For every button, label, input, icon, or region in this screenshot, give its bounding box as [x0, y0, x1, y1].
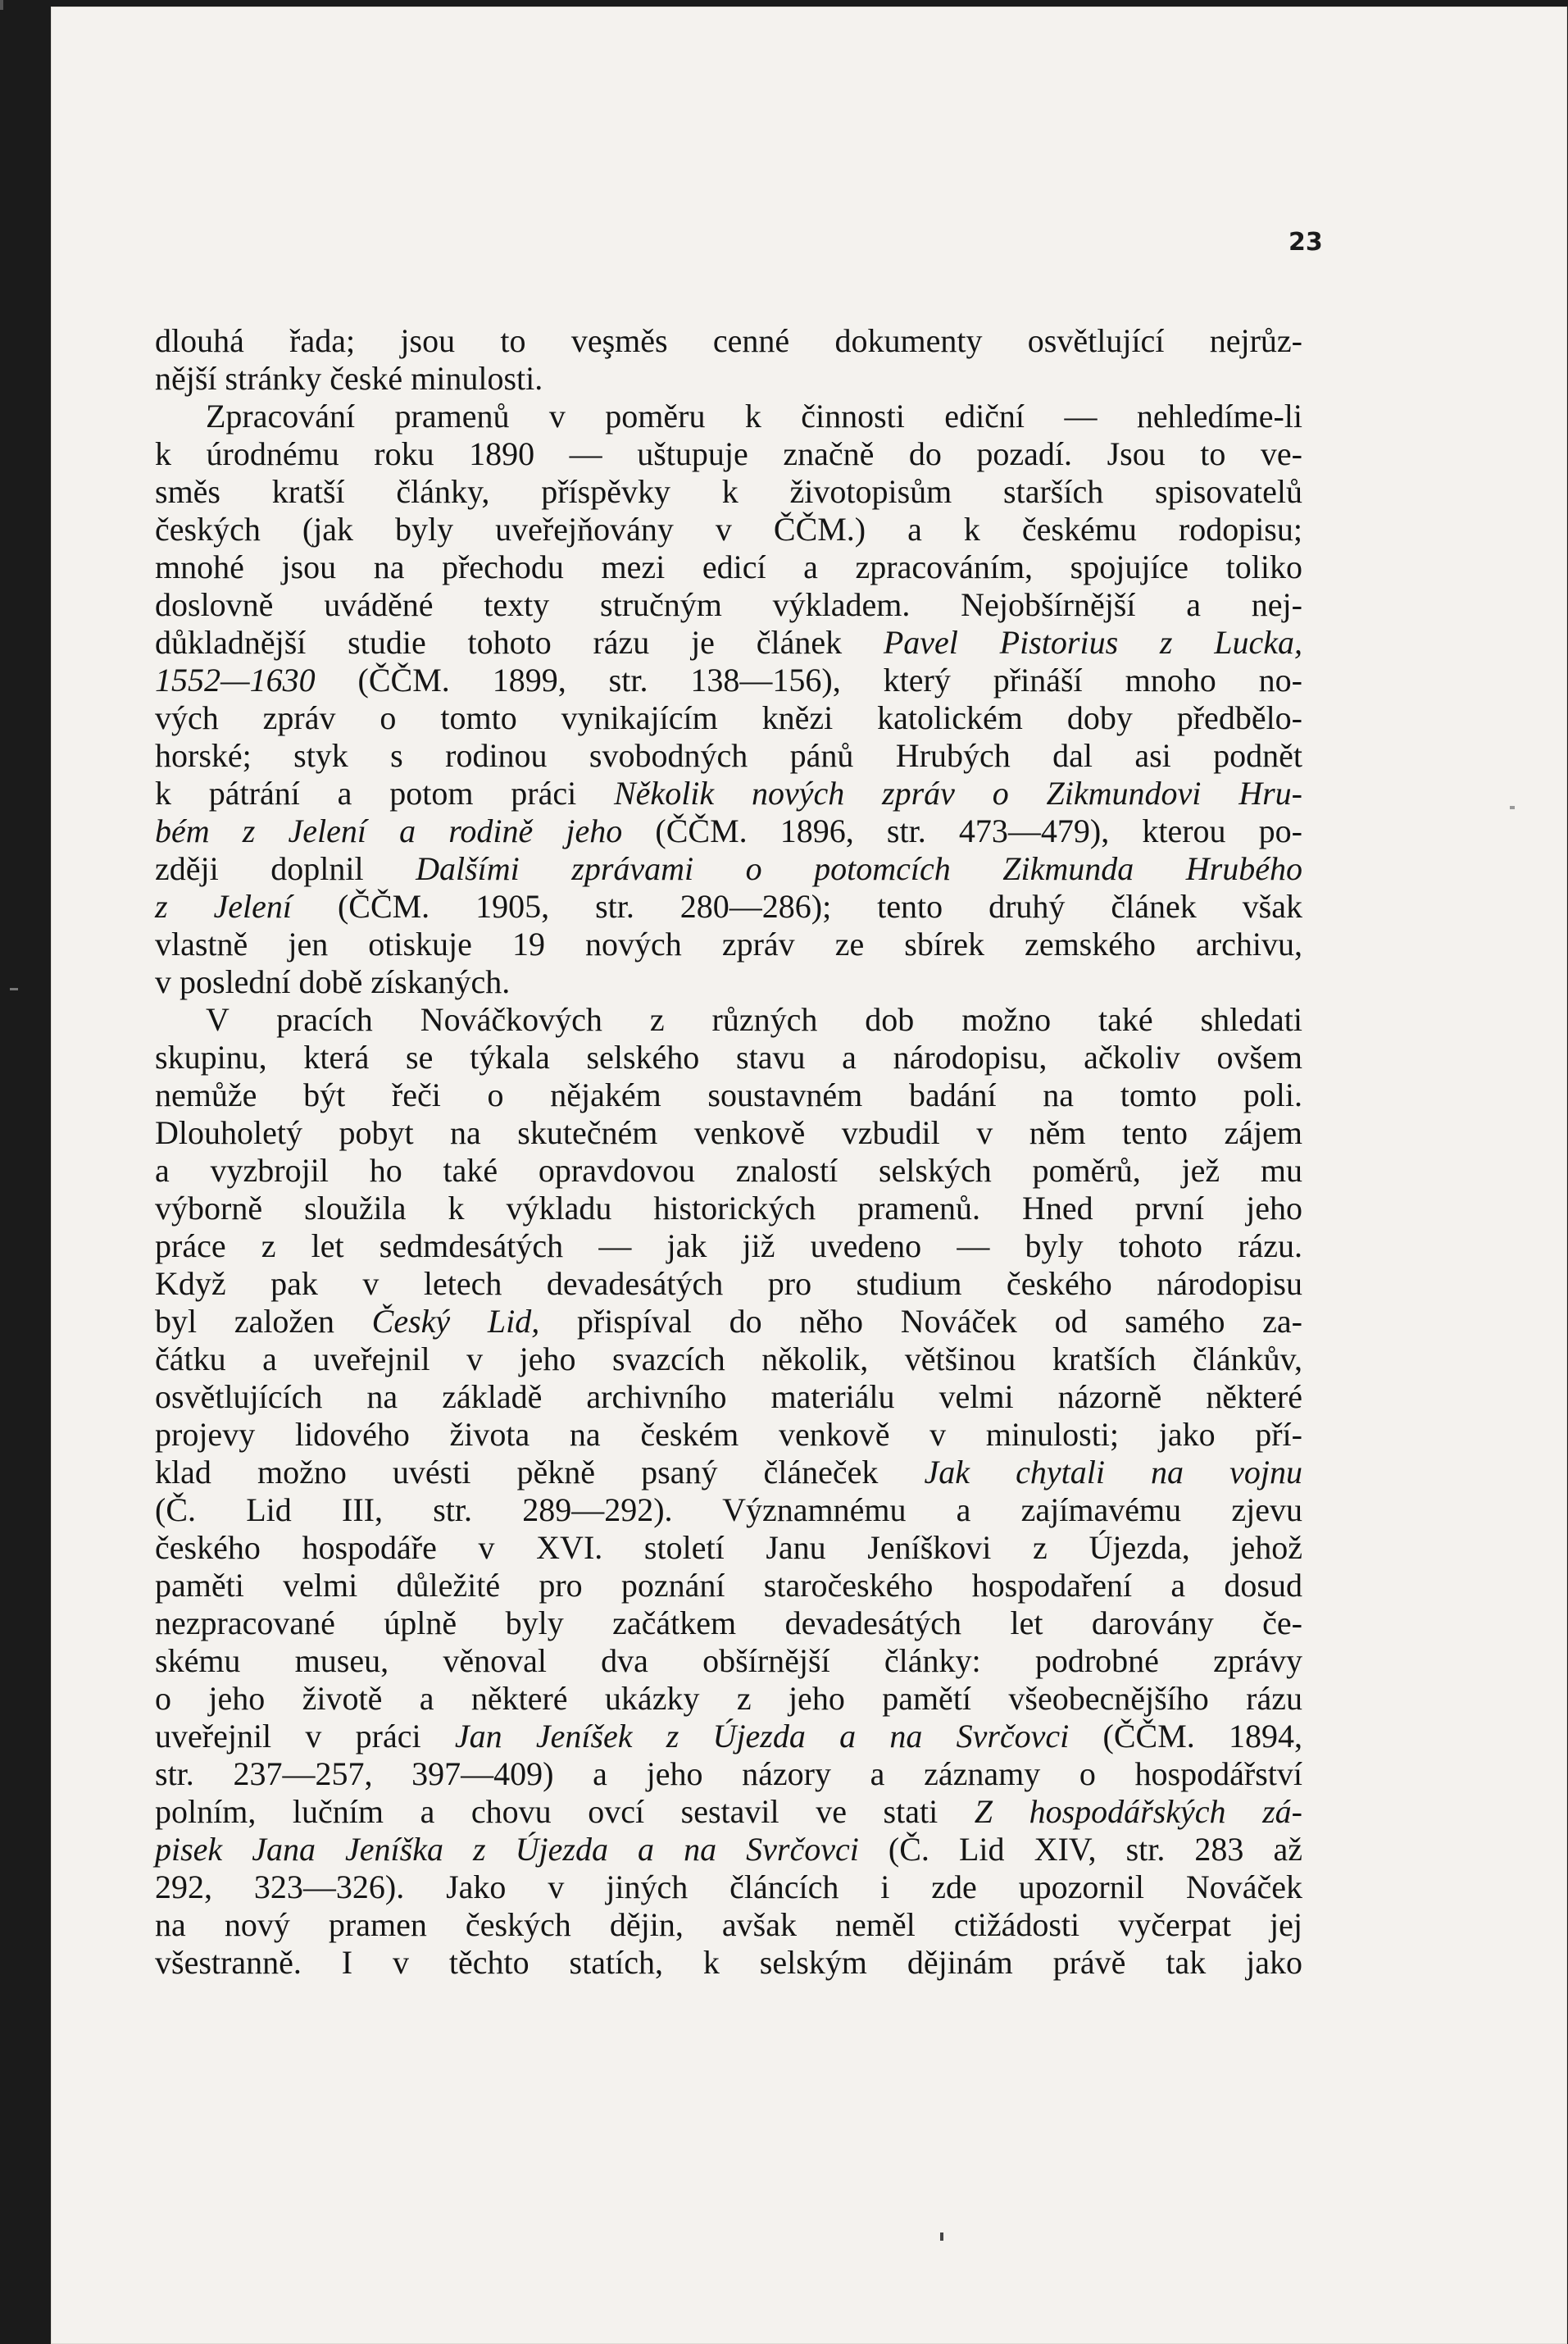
- text-segment: (ČČM. 1899, str. 138—156), který přináší mnoho no-: [315, 662, 1302, 699]
- text-line: (Č. Lid III, str. 289—292). Významnému a zajímavému zjevu: [155, 1491, 1302, 1528]
- text-line: českých (jak byly uveřejňovány v ČČM.) a k českému rodopisu;: [155, 511, 1302, 548]
- text-segment: (Č. Lid XIV, str. 283 až: [858, 1831, 1302, 1868]
- text-segment: důkladnější studie tohoto rázu je článek: [155, 624, 884, 661]
- italic-title: 1552—1630: [155, 662, 316, 699]
- text-line: Zpracování pramenů v poměru k činnosti ediční — nehledíme-li: [206, 398, 1302, 435]
- text-line: osvětlujících na základě archivního materiálu velmi názorně některé: [155, 1378, 1302, 1415]
- text-line: horské; styk s rodinou svobodných pánů Hrubých dal asi podnět: [155, 737, 1302, 774]
- text-segment: k pátrání a potom práci: [155, 775, 614, 812]
- text-line: vlastně jen otiskuje 19 nových zpráv ze sbírek zemského archivu,: [155, 926, 1302, 963]
- text-segment: klad možno uvésti pěkně psaný článeček: [155, 1454, 925, 1491]
- book-page: [51, 7, 1567, 2344]
- text-line: v poslední době získaných.: [155, 963, 511, 1000]
- text-line: nější stránky české minulosti.: [155, 360, 543, 397]
- text-line: str. 237—257, 397—409) a jeho názory a záznamy o hospodářství: [155, 1755, 1302, 1792]
- scan-mark: [1510, 806, 1515, 809]
- text-line: projevy lidového života na českém venkově v minulosti; jako pří-: [155, 1416, 1302, 1453]
- text-line: [155, 1718, 1302, 1755]
- italic-title: Pavel Pistorius z Lucka,: [883, 624, 1302, 661]
- text-segment: přispíval do něho Nováček od samého za-: [539, 1303, 1302, 1340]
- italic-title: Jan Jeníšek z Újezda a na Svrčovci: [454, 1718, 1070, 1755]
- text-line: výborně sloužila k výkladu historických pramenů. Hned první jeho: [155, 1190, 1302, 1227]
- italic-title: Jak chytali na vojnu: [924, 1454, 1302, 1491]
- text-line: čátku a uveřejnil v jeho svazcích několik, většinou kratších článkův,: [155, 1340, 1302, 1377]
- italic-title: Český Lid,: [371, 1303, 540, 1340]
- italic-title: z Jelení: [155, 888, 292, 925]
- text-line: všestranně. I v těchto statích, k selským dějinám právě tak jako: [155, 1944, 1302, 1981]
- text-line: mnohé jsou na přechodu mezi edicí a zpracováním, spojujíce toliko: [155, 548, 1302, 585]
- text-line: [155, 1831, 1302, 1868]
- text-line: dlouhá řada; jsou to veşměs cenné dokumenty osvětlující nejrůz-: [155, 322, 1302, 359]
- text-line: Dlouholetý pobyt na skutečném venkově vzbudil v něm tento zájem: [155, 1114, 1302, 1151]
- text-line: Když pak v letech devadesátých pro studium českého národopisu: [155, 1265, 1302, 1302]
- scan-mark: [940, 2232, 943, 2241]
- text-line: na nový pramen českých dějin, avšak neměl ctižádosti vyčerpat jej: [155, 1906, 1302, 1943]
- text-line: směs kratší články, příspěvky k životopisům starších spisovatelů: [155, 473, 1302, 510]
- text-line: nemůže být řeči o nějakém soustavném badání na tomto poli.: [155, 1076, 1302, 1113]
- text-line: vých zpráv o tomto vynikajícím knězi katolickém doby předbělo-: [155, 699, 1302, 736]
- text-line: práce z let sedmdesátých — jak již uvedeno — byly tohoto rázu.: [155, 1227, 1302, 1264]
- text-line: skému museu, věnoval dva obšírnější články: podrobné zprávy: [155, 1642, 1302, 1679]
- text-line: [155, 775, 1302, 812]
- text-line: o jeho životě a některé ukázky z jeho pamětí všeobecnějšího rázu: [155, 1680, 1302, 1717]
- text-line: skupinu, která se týkala selského stavu a národopisu, ačkoliv ovšem: [155, 1039, 1302, 1076]
- italic-title: Několik nových zpráv o Zikmundovi Hru-: [614, 775, 1302, 812]
- text-line: [155, 624, 1302, 662]
- text-line: nezpracované úplně byly začátkem devadesátých let darovány če-: [155, 1604, 1302, 1641]
- text-segment: (ČČM. 1896, str. 473—479), kterou po-: [622, 812, 1302, 849]
- italic-title: pisek Jana Jeníška z Újezda a na Svrčovci: [155, 1831, 859, 1868]
- scan-mark: [0, 0, 3, 10]
- text-line: [155, 812, 1302, 850]
- italic-title: bém z Jelení a rodině jeho: [155, 812, 623, 849]
- text-line: [155, 850, 1302, 888]
- text-segment: zději doplnil: [155, 850, 416, 887]
- text-line: paměti velmi důležité pro poznání staročeského hospodaření a dosud: [155, 1567, 1302, 1604]
- text-line: doslovně uváděné texty stručným výkladem. Nejobšírnější a nej-: [155, 586, 1302, 623]
- text-segment: uveřejnil v práci: [155, 1718, 455, 1755]
- text-segment: byl založen: [155, 1303, 372, 1340]
- text-line: V pracích Nováčkových z různých dob možno také shledati: [206, 1001, 1302, 1038]
- italic-title: Z hospodářských zá-: [974, 1793, 1302, 1830]
- page-number: 23: [1288, 228, 1323, 257]
- text-line: [155, 1303, 1302, 1340]
- text-line: k úrodnému roku 1890 — uštupuje značně do pozadí. Jsou to ve-: [155, 435, 1302, 472]
- body-text: [155, 322, 1302, 1982]
- text-segment: (ČČM. 1905, str. 280—286); tento druhý článek však: [292, 888, 1302, 925]
- text-line: a vyzbrojil ho také opravdovou znalostí selských poměrů, jež mu: [155, 1152, 1302, 1189]
- text-segment: polním, lučním a chovu ovcí sestavil ve stati: [155, 1793, 975, 1830]
- scan-mark: [10, 988, 18, 990]
- text-segment: (ČČM. 1894,: [1069, 1718, 1303, 1755]
- text-line: 292, 323—326). Jako v jiných článcích i zde upozornil Nováček: [155, 1868, 1302, 1905]
- text-line: [155, 1793, 1302, 1831]
- italic-title: Dalšími zprávami o potomcích Zikmunda Hrubého: [416, 850, 1302, 887]
- text-line: [155, 1454, 1302, 1491]
- text-line: českého hospodáře v XVI. století Janu Jeníškovi z Újezda, jehož: [155, 1529, 1302, 1566]
- text-line: [155, 662, 1302, 699]
- text-line: [155, 888, 1302, 926]
